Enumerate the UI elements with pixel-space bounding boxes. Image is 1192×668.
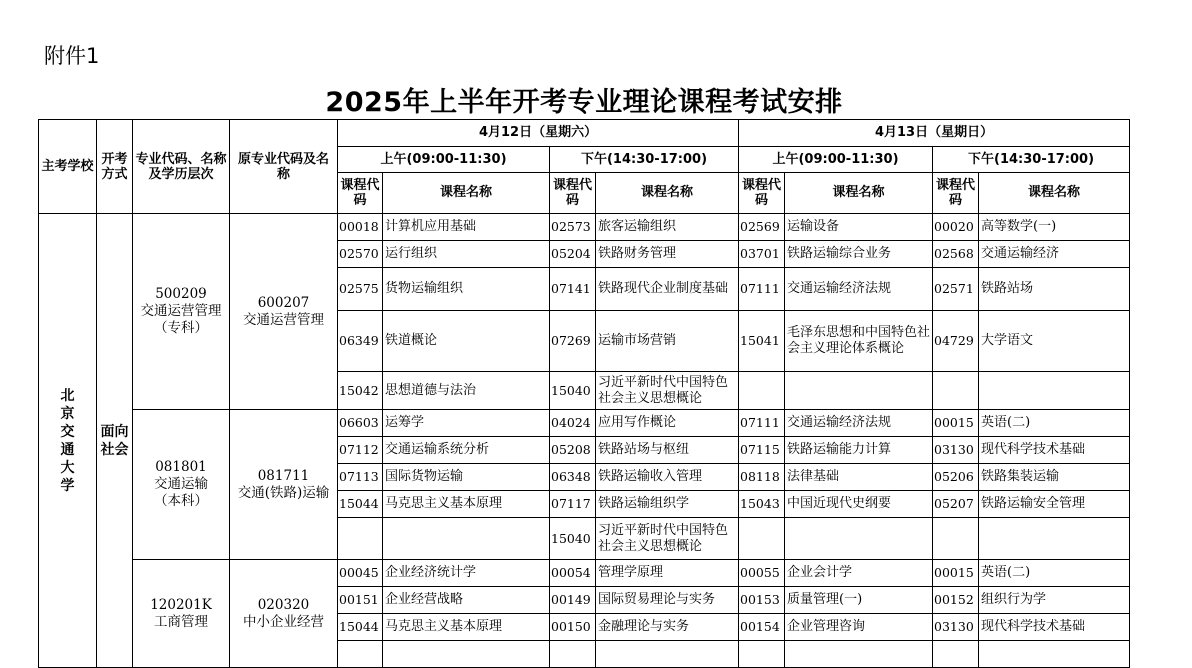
course-name-cell: 金融理论与实务 — [596, 614, 739, 641]
header-mode: 开考方式 — [97, 120, 133, 214]
course-name-cell: 马克思主义基本原理 — [383, 614, 550, 641]
course-name-cell: 计算机应用基础 — [383, 214, 550, 241]
course-name-cell: 企业经济统计学 — [383, 560, 550, 587]
header-course-name: 课程名称 — [596, 173, 739, 214]
header-school: 主考学校 — [39, 120, 97, 214]
table-row — [39, 560, 1130, 587]
course-code-cell: 03701 — [739, 241, 785, 268]
course-code-cell — [338, 641, 383, 668]
course-name-cell: 运筹学 — [383, 410, 550, 437]
course-code-cell: 02571 — [933, 268, 979, 311]
header-course-code: 课程代码 — [550, 173, 596, 214]
header-day1-am: 上午(09:00-11:30) — [338, 147, 550, 173]
course-name-cell: 铁路站场与枢纽 — [596, 437, 739, 464]
course-code-cell: 07111 — [739, 410, 785, 437]
header-course-name: 课程名称 — [979, 173, 1130, 214]
course-name-cell: 运输设备 — [785, 214, 933, 241]
old-major-name: 中小企业经营 — [243, 613, 324, 630]
course-name-cell: 企业经营战略 — [383, 587, 550, 614]
course-name-cell: 铁路现代企业制度基础 — [596, 268, 739, 311]
table-row — [39, 410, 1130, 437]
course-name-cell: 国际贸易理论与实务 — [596, 587, 739, 614]
major-code: 120201K — [150, 596, 212, 613]
header-course-code: 课程代码 — [739, 173, 785, 214]
course-name-cell: 马克思主义基本原理 — [383, 491, 550, 518]
major-name: 交通运营管理 — [140, 303, 222, 319]
course-code-cell: 07115 — [739, 437, 785, 464]
course-code-cell: 00152 — [933, 587, 979, 614]
mode-cell — [97, 214, 133, 668]
header-course-name: 课程名称 — [383, 173, 550, 214]
course-name-cell: 铁路运输组织学 — [596, 491, 739, 518]
attachment-label: 附件1 — [44, 44, 100, 68]
major-cell — [133, 410, 230, 560]
course-name-cell: 习近平新时代中国特色社会主义思想概论 — [596, 518, 739, 560]
course-code-cell: 15041 — [739, 311, 785, 372]
old-major-cell — [230, 214, 338, 410]
course-name-cell — [383, 518, 550, 560]
course-code-cell: 05206 — [933, 464, 979, 491]
header-day1: 4月12日（星期六） — [338, 120, 739, 147]
major-code: 500209 — [155, 286, 207, 302]
old-major-code: 020320 — [257, 596, 310, 613]
course-name-cell: 铁路运输综合业务 — [785, 241, 933, 268]
course-name-cell: 铁路运输能力计算 — [785, 437, 933, 464]
course-code-cell: 00154 — [739, 614, 785, 641]
course-code-cell: 06603 — [338, 410, 383, 437]
course-code-cell: 15044 — [338, 491, 383, 518]
course-code-cell: 00153 — [739, 587, 785, 614]
major-code: 081801 — [155, 459, 207, 475]
course-name-cell: 铁路运输收入管理 — [596, 464, 739, 491]
course-code-cell: 07111 — [739, 268, 785, 311]
course-code-cell — [338, 518, 383, 560]
course-name-cell: 货物运输组织 — [383, 268, 550, 311]
course-name-cell — [785, 518, 933, 560]
header-course-code: 课程代码 — [338, 173, 383, 214]
course-name-cell: 交通运输经济法规 — [785, 268, 933, 311]
header-day2: 4月13日（星期日） — [739, 120, 1130, 147]
course-code-cell: 07113 — [338, 464, 383, 491]
course-code-cell — [739, 518, 785, 560]
major-cell — [133, 560, 230, 668]
table-row — [39, 214, 1130, 241]
major-name: 工商管理 — [154, 613, 208, 630]
course-name-cell: 国际货物运输 — [383, 464, 550, 491]
header-day2-am: 上午(09:00-11:30) — [739, 147, 933, 173]
course-name-cell: 铁道概论 — [383, 311, 550, 372]
course-name-cell: 交通运输系统分析 — [383, 437, 550, 464]
header-old-major: 原专业代码及名称 — [230, 120, 338, 214]
course-code-cell: 07112 — [338, 437, 383, 464]
course-name-cell — [785, 372, 933, 410]
course-name-cell — [979, 518, 1130, 560]
course-code-cell — [550, 641, 596, 668]
course-name-cell: 企业会计学 — [785, 560, 933, 587]
course-name-cell — [596, 641, 739, 668]
major-cell — [133, 214, 230, 410]
course-code-cell: 06349 — [338, 311, 383, 372]
course-name-cell: 高等数学(一) — [979, 214, 1130, 241]
course-code-cell: 02568 — [933, 241, 979, 268]
course-name-cell: 大学语文 — [979, 311, 1130, 372]
course-code-cell: 00151 — [338, 587, 383, 614]
course-code-cell: 08118 — [739, 464, 785, 491]
course-code-cell: 03130 — [933, 437, 979, 464]
course-code-cell: 07269 — [550, 311, 596, 372]
old-major-code: 081711 — [257, 467, 310, 484]
course-name-cell: 现代科学技术基础 — [979, 614, 1130, 641]
course-code-cell — [933, 641, 979, 668]
course-name-cell: 组织行为学 — [979, 587, 1130, 614]
course-name-cell: 质量管理(一) — [785, 587, 933, 614]
course-code-cell: 00150 — [550, 614, 596, 641]
header-day1-pm: 下午(14:30-17:00) — [550, 147, 739, 173]
course-name-cell: 管理学原理 — [596, 560, 739, 587]
course-code-cell — [739, 641, 785, 668]
course-code-cell: 04024 — [550, 410, 596, 437]
major-level: （专科） — [154, 320, 208, 336]
old-major-code: 600207 — [257, 294, 310, 311]
course-code-cell: 00015 — [933, 560, 979, 587]
course-code-cell: 02573 — [550, 214, 596, 241]
course-code-cell — [933, 518, 979, 560]
course-name-cell: 铁路运输安全管理 — [979, 491, 1130, 518]
course-code-cell: 03130 — [933, 614, 979, 641]
course-code-cell: 00055 — [739, 560, 785, 587]
course-code-cell: 05207 — [933, 491, 979, 518]
course-name-cell: 交通运输经济法规 — [785, 410, 933, 437]
course-name-cell: 毛泽东思想和中国特色社会主义理论体系概论 — [785, 311, 933, 372]
course-code-cell: 00020 — [933, 214, 979, 241]
course-name-cell: 应用写作概论 — [596, 410, 739, 437]
course-name-cell: 铁路站场 — [979, 268, 1130, 311]
old-major-cell — [230, 410, 338, 560]
old-major-name: 交通运营管理 — [243, 311, 324, 328]
exam-mode: 面向社会 — [100, 423, 129, 458]
course-name-cell: 运输市场营销 — [596, 311, 739, 372]
course-name-cell: 中国近现代史纲要 — [785, 491, 933, 518]
major-name: 交通运输 — [154, 476, 208, 492]
course-name-cell: 旅客运输组织 — [596, 214, 739, 241]
school-name: 北京交通大学 — [60, 387, 75, 494]
course-code-cell: 02570 — [338, 241, 383, 268]
course-name-cell: 思想道德与法治 — [383, 372, 550, 410]
course-name-cell: 运行组织 — [383, 241, 550, 268]
course-name-cell — [979, 372, 1130, 410]
old-major-name: 交通(铁路)运输 — [237, 484, 330, 501]
course-code-cell: 05208 — [550, 437, 596, 464]
course-code-cell: 05204 — [550, 241, 596, 268]
page-title: 2025年上半年开考专业理论课程考试安排 — [325, 87, 843, 118]
course-code-cell: 00045 — [338, 560, 383, 587]
course-code-cell: 07117 — [550, 491, 596, 518]
course-name-cell: 现代科学技术基础 — [979, 437, 1130, 464]
course-code-cell — [739, 372, 785, 410]
course-name-cell: 习近平新时代中国特色社会主义思想概论 — [596, 372, 739, 410]
header-course-name: 课程名称 — [785, 173, 933, 214]
course-name-cell — [383, 641, 550, 668]
header-course-code: 课程代码 — [933, 173, 979, 214]
course-code-cell: 15044 — [338, 614, 383, 641]
course-code-cell: 00054 — [550, 560, 596, 587]
course-code-cell: 15040 — [550, 372, 596, 410]
school-cell — [39, 214, 97, 668]
course-name-cell: 法律基础 — [785, 464, 933, 491]
header-major-code: 专业代码、名称及学历层次 — [133, 120, 230, 214]
exam-schedule-table — [38, 119, 1130, 668]
course-name-cell: 英语(二) — [979, 410, 1130, 437]
course-code-cell: 15040 — [550, 518, 596, 560]
course-code-cell: 15042 — [338, 372, 383, 410]
course-name-cell: 铁路财务管理 — [596, 241, 739, 268]
course-name-cell — [785, 641, 933, 668]
course-code-cell: 00149 — [550, 587, 596, 614]
course-name-cell — [979, 641, 1130, 668]
course-code-cell: 00018 — [338, 214, 383, 241]
course-code-cell: 04729 — [933, 311, 979, 372]
course-code-cell: 07141 — [550, 268, 596, 311]
course-code-cell: 00015 — [933, 410, 979, 437]
header-day2-pm: 下午(14:30-17:00) — [933, 147, 1130, 173]
old-major-cell — [230, 560, 338, 668]
course-name-cell: 英语(二) — [979, 560, 1130, 587]
major-level: （本科） — [154, 493, 208, 509]
course-code-cell: 02575 — [338, 268, 383, 311]
course-code-cell: 06348 — [550, 464, 596, 491]
course-name-cell: 企业管理咨询 — [785, 614, 933, 641]
course-code-cell: 02569 — [739, 214, 785, 241]
course-code-cell: 15043 — [739, 491, 785, 518]
course-code-cell — [933, 372, 979, 410]
course-name-cell: 铁路集装运输 — [979, 464, 1130, 491]
course-name-cell: 交通运输经济 — [979, 241, 1130, 268]
